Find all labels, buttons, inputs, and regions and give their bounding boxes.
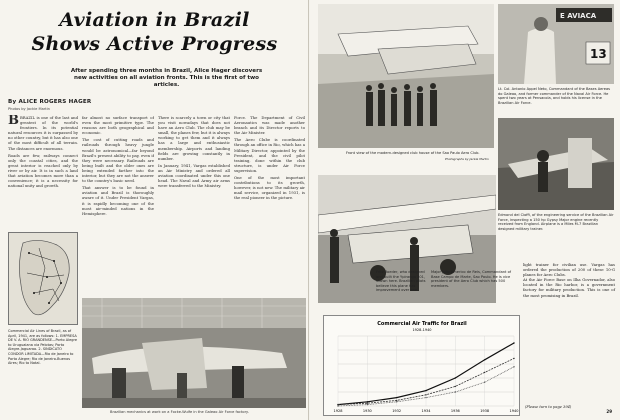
air-traffic-chart [323, 315, 520, 416]
chart-point [396, 397, 397, 398]
commandant-caption: Lt. Col. Antonio Appel Neto, Commandant of the Bases Aereas do Galeao, and former commander of the Naval Air Force. He spent two years at Pensacola, and holds his license in the Brazilian Air Force. [498, 87, 611, 105]
left-page [0, 0, 309, 420]
chart-point [367, 401, 368, 402]
roeder-caption: Fritz Roeder, who designed and built the Ypiranga 301, shown here. Brazilian pilots believe this plane has improvement over one. [376, 270, 426, 293]
chart-subtitle: 1928-1940 [412, 328, 432, 332]
article-column-1: BBRAZIL is one of the last and greatest of the world's frontiers. In its potential natural resources it is surpassed by no other country, but it has also one of the most difficult of all terrain. The distances are enormous. Roads are few, railways connect only the coastal cities, and the great interior is reached only by river or by air. It is in such a land that aviation becomes more than a convenience; it is a necessity for national unity and growth. [8, 115, 78, 189]
chart-plot-area [334, 336, 519, 413]
reis-caption: Major Julio Americo de Reis, Commandant of Base Campo de Marte, Sao Paulo. He is vice president of the Aero Club which has 500 members. [431, 270, 512, 288]
chart-point [337, 405, 338, 406]
chart-svg [324, 316, 521, 417]
chart-point [455, 377, 456, 378]
chart-x-tick-label: 1928 [333, 409, 343, 413]
map-caption: Commercial Air Lines of Brazil, as of April, 1941, are as follows: 1. EMPRESA DE V. A. RIO GRANDENSE—Porto Alegre to Uruguaiana via Pelotas; Porto Alegre-Jaguarao. 2. SINDICATO CONDOR LIMITADA—Rio de Janeiro to Porto Alegre; Rio de Janeiro-Buenos Aires; Rio to Natal. [8, 329, 77, 366]
chart-point [484, 359, 485, 360]
chart-point [513, 358, 514, 359]
chart-point [337, 404, 338, 405]
map-caption-text: Commercial Air Lines of Brazil, as of April, 1941, are as follows: [8, 329, 72, 338]
article-title-line1: Aviation in Brazil [59, 9, 250, 31]
group-photo-caption: Front view of the modern-designed club house of the Sao Paulo Aero Club. [346, 151, 480, 155]
article-column-2: far almost no surface transport of even the most primitive type. The reasons are both geographical and economic. The cost of cutting roads and railroads through heavy jungle would be astronomical—far beyond Brazil's present ability to pay, even if they were necessary. Railroads are being built and the older ones are being extended farther into the interior, but they are not the answer to the country's basic need. That answer is to be found in aviation and Brazil is thoroughly aware of it. Under President Vargas, it is rapidly becoming one of the most air-minded nations in the Hemisphere. [82, 115, 154, 216]
engine-inspection-photo [498, 118, 614, 210]
chart-point [455, 391, 456, 392]
column-2-text: far almost no surface transport of even the most primitive type. The reasons are both geographical and economic. [82, 115, 154, 136]
column-1-text: BRAZIL is one of the last and greatest of the world's frontiers. In its potential natural resources it is surpassed by no other country, but it has also one of the most difficult of all terrain. The distances are enormous. [8, 115, 78, 151]
chart-point [513, 366, 514, 367]
chart-x-tick-label: 1930 [362, 409, 372, 413]
factory-photo [82, 298, 306, 408]
commandant-photo [498, 4, 614, 84]
chart-point [455, 386, 456, 387]
chart-point [425, 390, 426, 391]
chart-x-tick-label: 1932 [392, 409, 402, 413]
chart-x-tick-label: 1936 [450, 409, 460, 413]
chart-x-tick-label: 1938 [480, 409, 490, 413]
chart-point [513, 342, 514, 343]
column-4-text: Force. The Department of Civil Aeronautics was made another branch and its Director reports to the Air Minister. [234, 115, 305, 136]
drop-cap: B [8, 115, 19, 128]
article-column-3: There is scarcely a town or city that you visit nowadays that does not have an Aero Club. The club may be small, the planes few, but it is always working to get them and it always has a large and enthusiastic membership. Airports and landing fields are growing constantly in number. In January, 1941, Vargas established an Air Ministry and ordered all aviation coordinated under this one head. The Naval and Army air arms were transferred to the Ministry. [158, 115, 230, 189]
chart-point [484, 382, 485, 383]
chart-point [425, 397, 426, 398]
chart-point [484, 372, 485, 373]
svg-text:13: 13 [590, 47, 607, 61]
chart-x-tick-label: 1940 [509, 409, 519, 413]
factory-photo-caption: Brazilian mechanics at work on a Focke-Wulfe in the Galeao Air Force factory. [110, 410, 249, 414]
article-title-line2: Shows Active Progress [31, 33, 278, 55]
chart-point [396, 401, 397, 402]
article-deck: After spending three months in Brazil, Alice Hager discovers new activities on all aviation fronts. This is the first of two articles. [70, 68, 263, 89]
aero-club-photo [318, 4, 494, 148]
svg-text:E AVIACA: E AVIACA [560, 12, 597, 20]
article-column-4: Force. The Department of Civil Aeronautics was made another branch and its Director reports to the Air Minister. The Aero Clube is coordinated through an office in Rio, which has a Military Director, appointed by the President, and the civil pilot training, done within the club structure, is under Air Force supervision. One of the most important contributions to its growth, however, is not new. The military air mail service, organized in 1931, is the real pioneer in the picture. [234, 115, 305, 201]
engine-caption: Edmond del Cioffi, of the engineering service of the Brazilian Air Force, inspecting a 150 hp Gypsy Major engine recently received from England. Airplane is a Miles M-7 Brazilian designed military trainer. [498, 213, 614, 231]
article-continuation-column: light trainer for civilian use. Vargas has ordered the production of 200 of these 10-G planes for Aero Clubs. At the Air Force Base on Ilha Governador, also located in the Rio harbor, is a government factory for military production. This is one of the most promising in Brazil. [523, 262, 615, 298]
air-routes-map [8, 232, 78, 325]
chart-title: Commercial Air Traffic for Brazil [377, 321, 467, 327]
chart-point [425, 394, 426, 395]
byline: By ALICE ROGERS HAGER [8, 99, 92, 105]
continued-note: (Please turn to page 394) [525, 405, 572, 409]
page-number: 29 [606, 409, 612, 414]
photo-credit-right: Photographs by Jackie Martin [445, 157, 489, 161]
photo-credit: Photos by Jackie Martin [8, 107, 50, 111]
chart-point [367, 404, 368, 405]
chart-point [396, 400, 397, 401]
chart-x-tick-label: 1934 [421, 409, 431, 413]
chart-point [367, 403, 368, 404]
